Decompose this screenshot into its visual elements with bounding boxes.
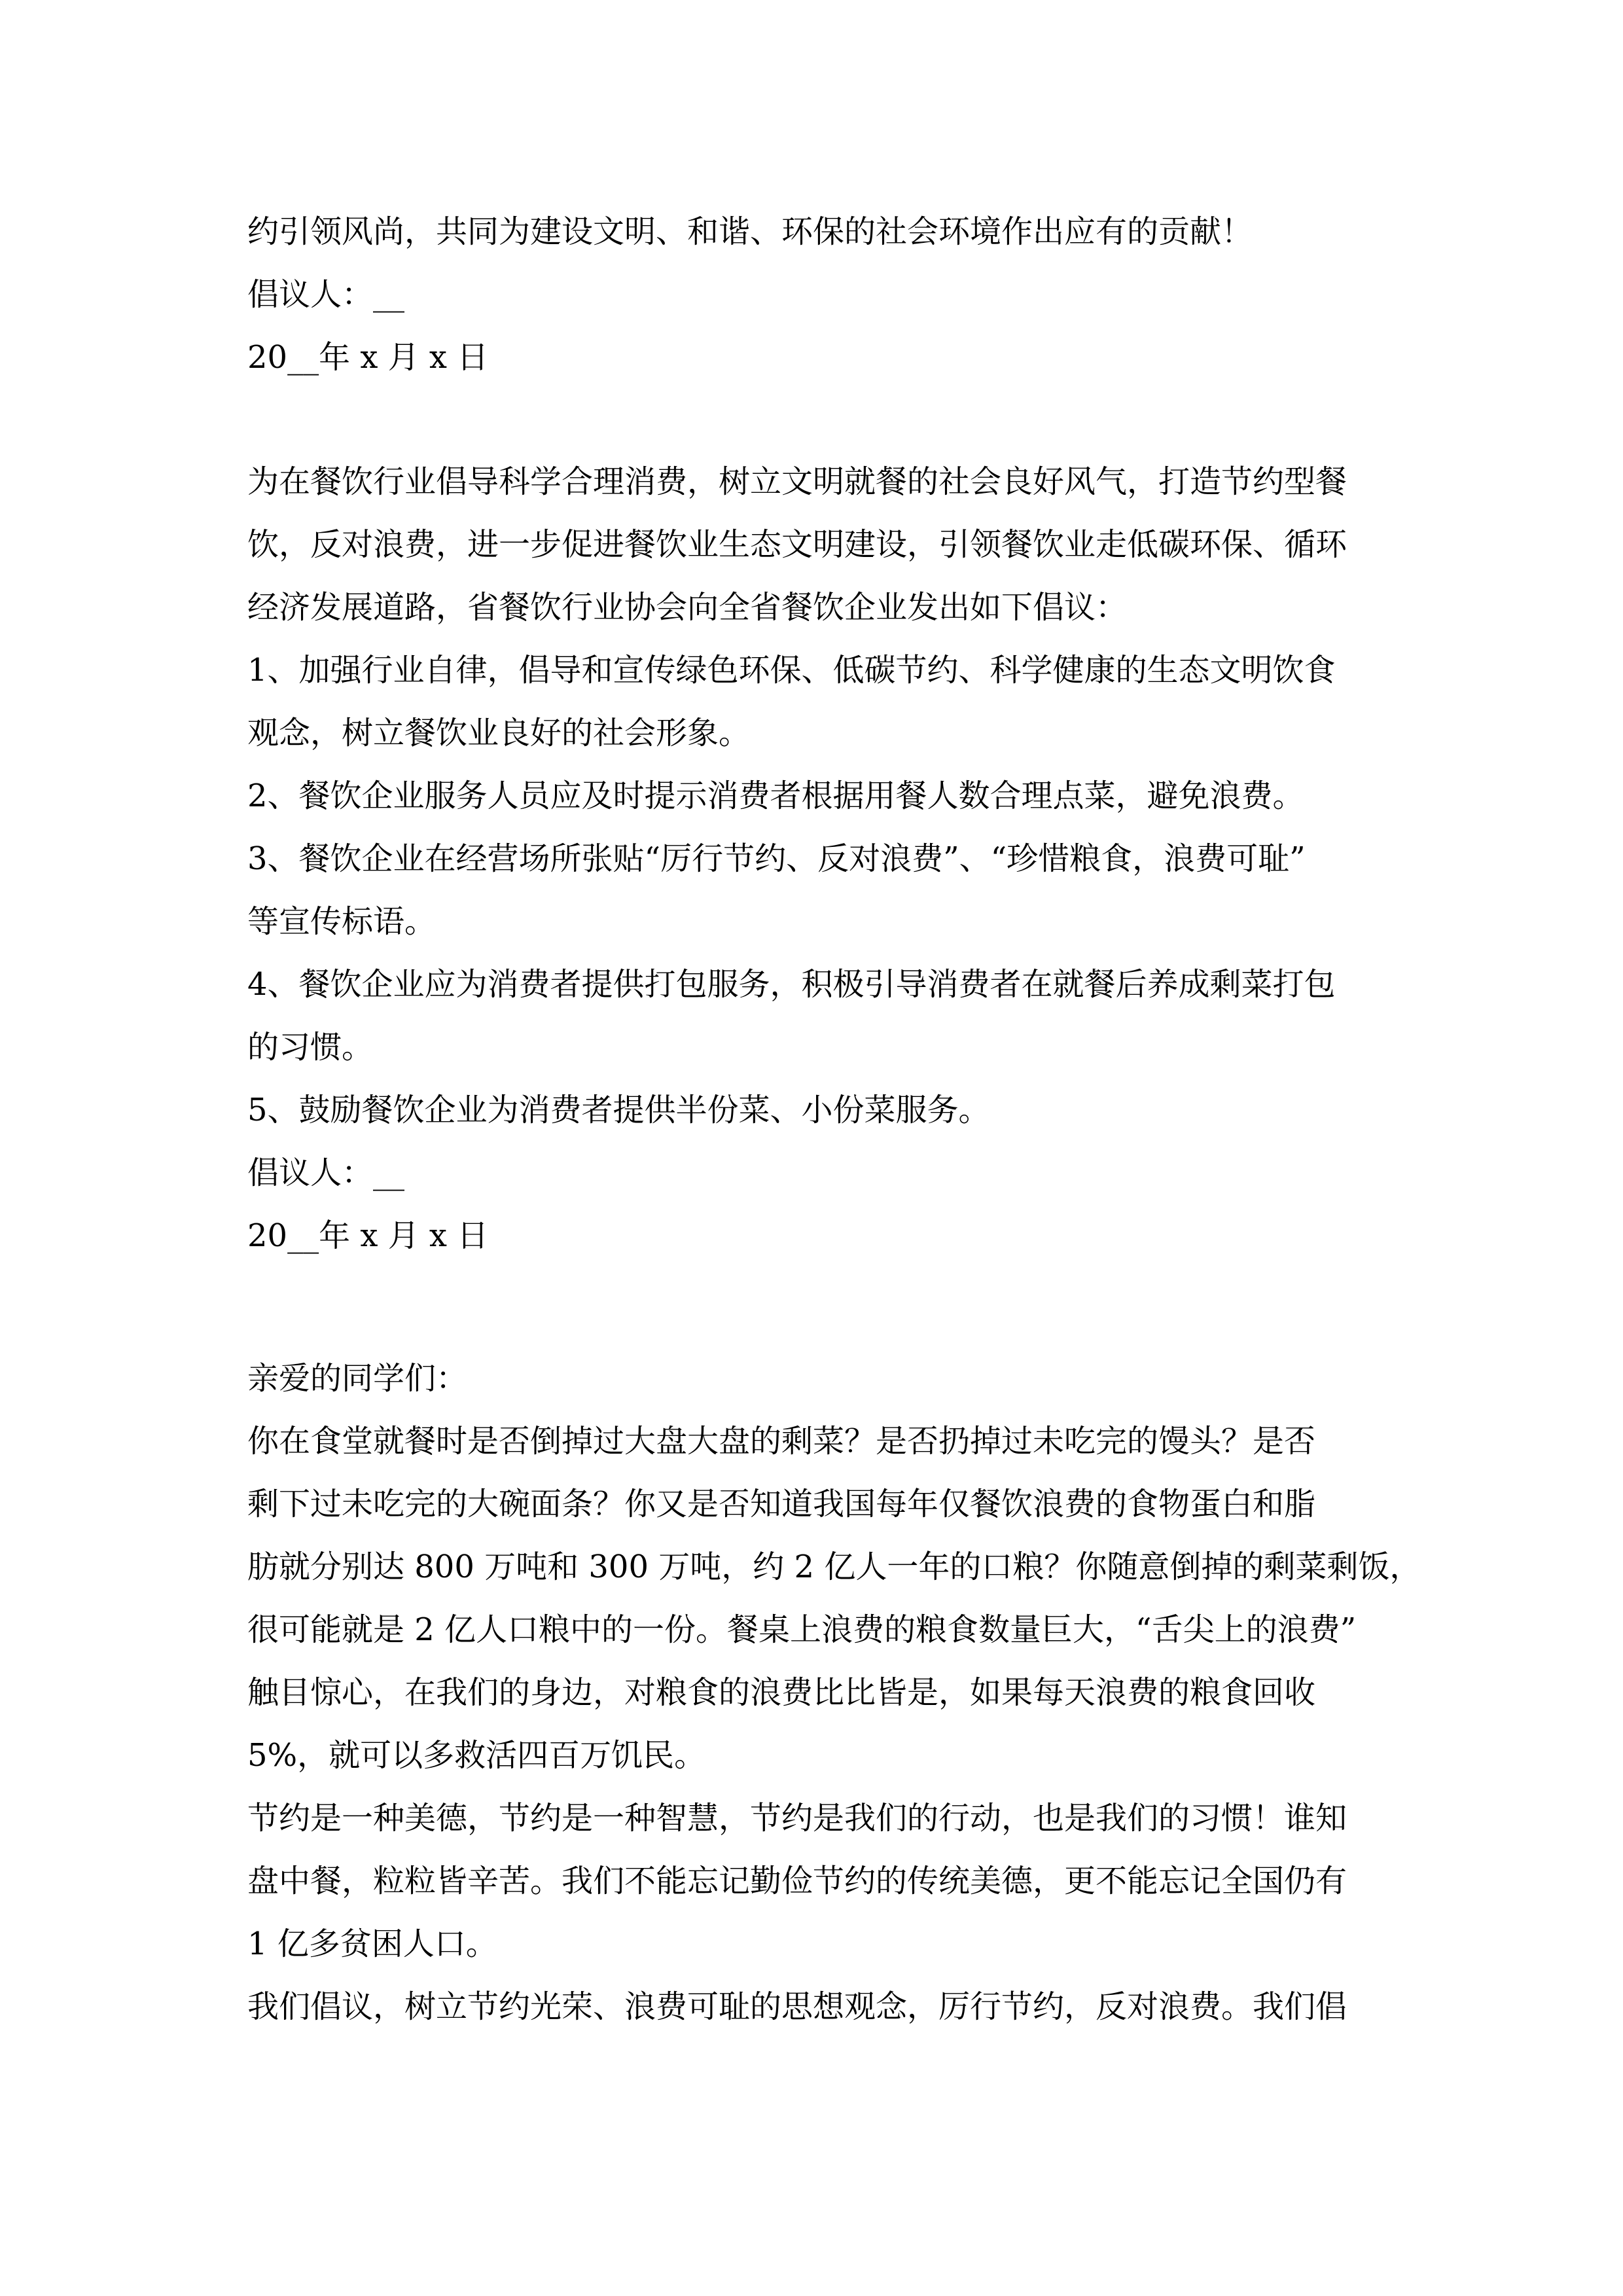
list-item-3: 3、餐饮企业在经营场所张贴“厉行节约、反对浪费”、“珍惜粮食，浪费可耻” xyxy=(247,840,1306,877)
text-line: 约引领风尚，共同为建设文明、和谐、环保的社会环境作出应有的贡献！ xyxy=(247,213,1253,250)
list-item-1: 1、加强行业自律，倡导和宣传绿色环保、低碳节约、科学健康的生态文明饮食 xyxy=(247,652,1336,689)
section-students-letter xyxy=(247,1347,1421,2038)
text-line: 的习惯。 xyxy=(247,1029,374,1066)
text-line: 很可能就是 2 亿人口粮中的一份。餐桌上浪费的粮食数量巨大，“舌尖上的浪费” xyxy=(247,1611,1357,1648)
list-item-5: 5、鼓励餐饮企业为消费者提供半份菜、小份菜服务。 xyxy=(247,1092,990,1128)
signatory-line: 倡议人：__ xyxy=(247,276,405,313)
list-item-4: 4、餐饮企业应为消费者提供打包服务，积极引导消费者在就餐后养成剩菜打包 xyxy=(247,966,1336,1003)
salutation: 亲爱的同学们： xyxy=(247,1360,468,1397)
list-item-2: 2、餐饮企业服务人员应及时提示消费者根据用餐人数合理点菜，避免浪费。 xyxy=(247,778,1304,814)
text-line: 观念，树立餐饮业良好的社会形象。 xyxy=(247,715,751,751)
text-line: 等宣传标语。 xyxy=(247,903,437,940)
date-line: 20__年 x 月 x 日 xyxy=(247,1217,489,1254)
signatory-line: 倡议人：__ xyxy=(247,1155,405,1191)
text-line: 为在餐饮行业倡导科学合理消费，树立文明就餐的社会良好风气，打造节约型餐 xyxy=(247,463,1347,500)
text-line: 节约是一种美德，节约是一种智慧，节约是我们的行动，也是我们的习惯！谁知 xyxy=(247,1800,1347,1837)
text-line: 肪就分别达 800 万吨和 300 万吨，约 2 亿人一年的口粮？你随意倒掉的剩菜剩饭， xyxy=(247,1549,1421,1585)
section-catering-proposal xyxy=(247,450,1376,1267)
text-line: 经济发展道路，省餐饮行业协会向全省餐饮企业发出如下倡议： xyxy=(247,589,1128,626)
text-line: 剩下过未吃完的大碗面条？你又是否知道我国每年仅餐饮浪费的食物蛋白和脂 xyxy=(247,1486,1316,1522)
text-line: 5%，就可以多救活四百万饥民。 xyxy=(247,1737,706,1774)
text-line: 你在食堂就餐时是否倒掉过大盘大盘的剩菜？是否扔掉过未吃完的馒头？是否 xyxy=(247,1423,1316,1460)
text-line: 我们倡议，树立节约光荣、浪费可耻的思想观念，厉行节约，反对浪费。我们倡 xyxy=(247,1988,1347,2025)
text-line: 触目惊心，在我们的身边，对粮食的浪费比比皆是，如果每天浪费的粮食回收 xyxy=(247,1674,1316,1711)
date-line: 20__年 x 月 x 日 xyxy=(247,339,489,376)
text-line: 盘中餐，粒粒皆辛苦。我们不能忘记勤俭节约的传统美德，更不能忘记全国仍有 xyxy=(247,1863,1347,1899)
section-closing xyxy=(247,200,1376,389)
text-line: 饮，反对浪费，进一步促进餐饮业生态文明建设，引领餐饮业走低碳环保、循环 xyxy=(247,526,1347,563)
text-line: 1 亿多贫困人口。 xyxy=(247,1926,497,1962)
